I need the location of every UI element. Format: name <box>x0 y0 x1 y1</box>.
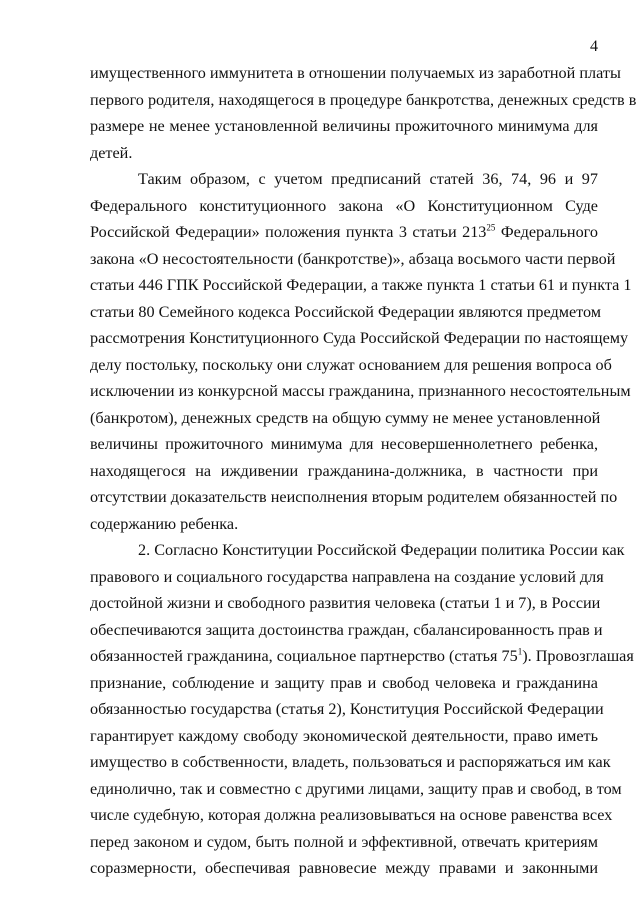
text-line <box>90 696 604 723</box>
text-line <box>90 60 621 87</box>
text-line <box>90 484 618 511</box>
document-body <box>90 60 637 882</box>
text-line-content: статьи 446 ГПК Российской Федерации, а также пункта 1 статьи 61 и пункта 1 <box>90 276 632 294</box>
text-line-content: детей. <box>90 143 133 162</box>
text-line-content: Таким образом, с учетом предписаний статей 36, 74, 96 и 97 <box>138 170 598 188</box>
text-line-content: правового и социального государства направлена на создание условий для <box>90 567 604 586</box>
text-line-content: делу постольку, поскольку они служат основанием для решения вопроса об <box>90 355 612 374</box>
text-line <box>90 87 637 114</box>
text-line-content: единолично, так и совместно с другими лицами, защиту прав и свобод, в том <box>90 779 622 798</box>
text-line-content: соразмерности, обеспечивая равновесие между правами и законными <box>90 859 598 877</box>
page-number: 4 <box>590 38 598 55</box>
text-line-content: (банкротом), денежных средств на общую сумму не менее установленной <box>90 408 601 427</box>
text-line <box>90 272 632 299</box>
text-line-continuation: ). Провозглашая <box>522 647 634 665</box>
text-line <box>90 219 598 246</box>
text-line-content: гарантирует каждому свободу экономической деятельности, право иметь <box>90 726 598 745</box>
text-line-content: Федерального конституционного закона «О Конституционном Суде <box>90 196 598 215</box>
text-line-content: достойной жизни и свободного развития человека (статьи 1 и 7), в России <box>90 594 601 612</box>
text-line <box>90 193 598 220</box>
text-line-content: имущество в собственности, владеть, пользоваться и распоряжаться им как <box>90 753 611 771</box>
text-line-content: отсутствии доказательств неисполнения вторым родителем обязанностей по <box>90 488 618 506</box>
text-line-content: признание, соблюдение и защиту прав и свобод человека и гражданина <box>90 673 598 692</box>
text-line <box>90 405 601 432</box>
text-line-continuation: Федерального <box>495 223 598 241</box>
text-line <box>90 617 603 644</box>
text-line-content: 2. Согласно Конституции Российской Федерации политика России как <box>138 541 625 559</box>
text-line-content: величины прожиточного минимума для несовершеннолетнего ребенка, <box>90 435 598 453</box>
text-line <box>90 590 601 617</box>
text-line-content: размере не менее установленной величины прожиточного минимума для <box>90 117 598 135</box>
text-line <box>90 670 598 697</box>
text-line <box>90 511 598 538</box>
text-line <box>90 113 598 140</box>
text-line <box>90 299 602 326</box>
text-line <box>90 802 613 829</box>
text-line <box>90 855 598 882</box>
text-line-content: числе судебную, которая должна реализовываться на основе равенства всех <box>90 806 613 824</box>
text-line-content: закона «О несостоятельности (банкротстве)», абзаца восьмого части первой <box>90 249 616 268</box>
text-line-content: исключении из конкурсной массы гражданина, признанного несостоятельным <box>90 382 631 400</box>
text-line-content: содержанию ребенка. <box>90 514 239 533</box>
text-line <box>90 458 598 485</box>
text-line-content: перед законом и судом, быть полной и эффективной, отвечать критериям <box>90 832 598 851</box>
text-line <box>90 776 622 803</box>
text-line <box>90 166 598 193</box>
text-line-content: первого родителя, находящегося в процедуре банкротства, денежных средств в <box>90 90 637 109</box>
text-line <box>90 537 625 564</box>
text-line <box>90 140 598 167</box>
text-line-content: Российской Федерации» положения пункта 3 статьи 213 <box>90 223 487 241</box>
superscript-ref: 25 <box>486 222 496 233</box>
text-line <box>90 643 634 670</box>
text-line <box>90 564 604 591</box>
text-line <box>90 431 598 458</box>
text-line-content: рассмотрения Конституционного Суда Российской Федерации по настоящему <box>90 329 629 347</box>
text-line-content: имущественного иммунитета в отношении получаемых из заработной платы <box>90 64 621 82</box>
text-line-content: обязанностью государства (статья 2), Конституция Российской Федерации <box>90 700 604 718</box>
superscript-ref: 1 <box>517 646 523 657</box>
text-line-content: обеспечиваются защита достоинства граждан, сбалансированность прав и <box>90 620 603 639</box>
text-line-content: обязанностей гражданина, социальное партнерство (статья 75 <box>90 647 518 665</box>
text-line <box>90 352 612 379</box>
text-line <box>90 829 598 856</box>
text-line <box>90 378 631 405</box>
text-line-content: находящегося на иждивении гражданина-должника, в частности при <box>90 461 598 480</box>
text-line <box>90 325 629 352</box>
text-line <box>90 246 616 273</box>
text-line <box>90 723 598 750</box>
text-line <box>90 749 611 776</box>
text-line-content: статьи 80 Семейного кодекса Российской Федерации являются предметом <box>90 302 602 321</box>
